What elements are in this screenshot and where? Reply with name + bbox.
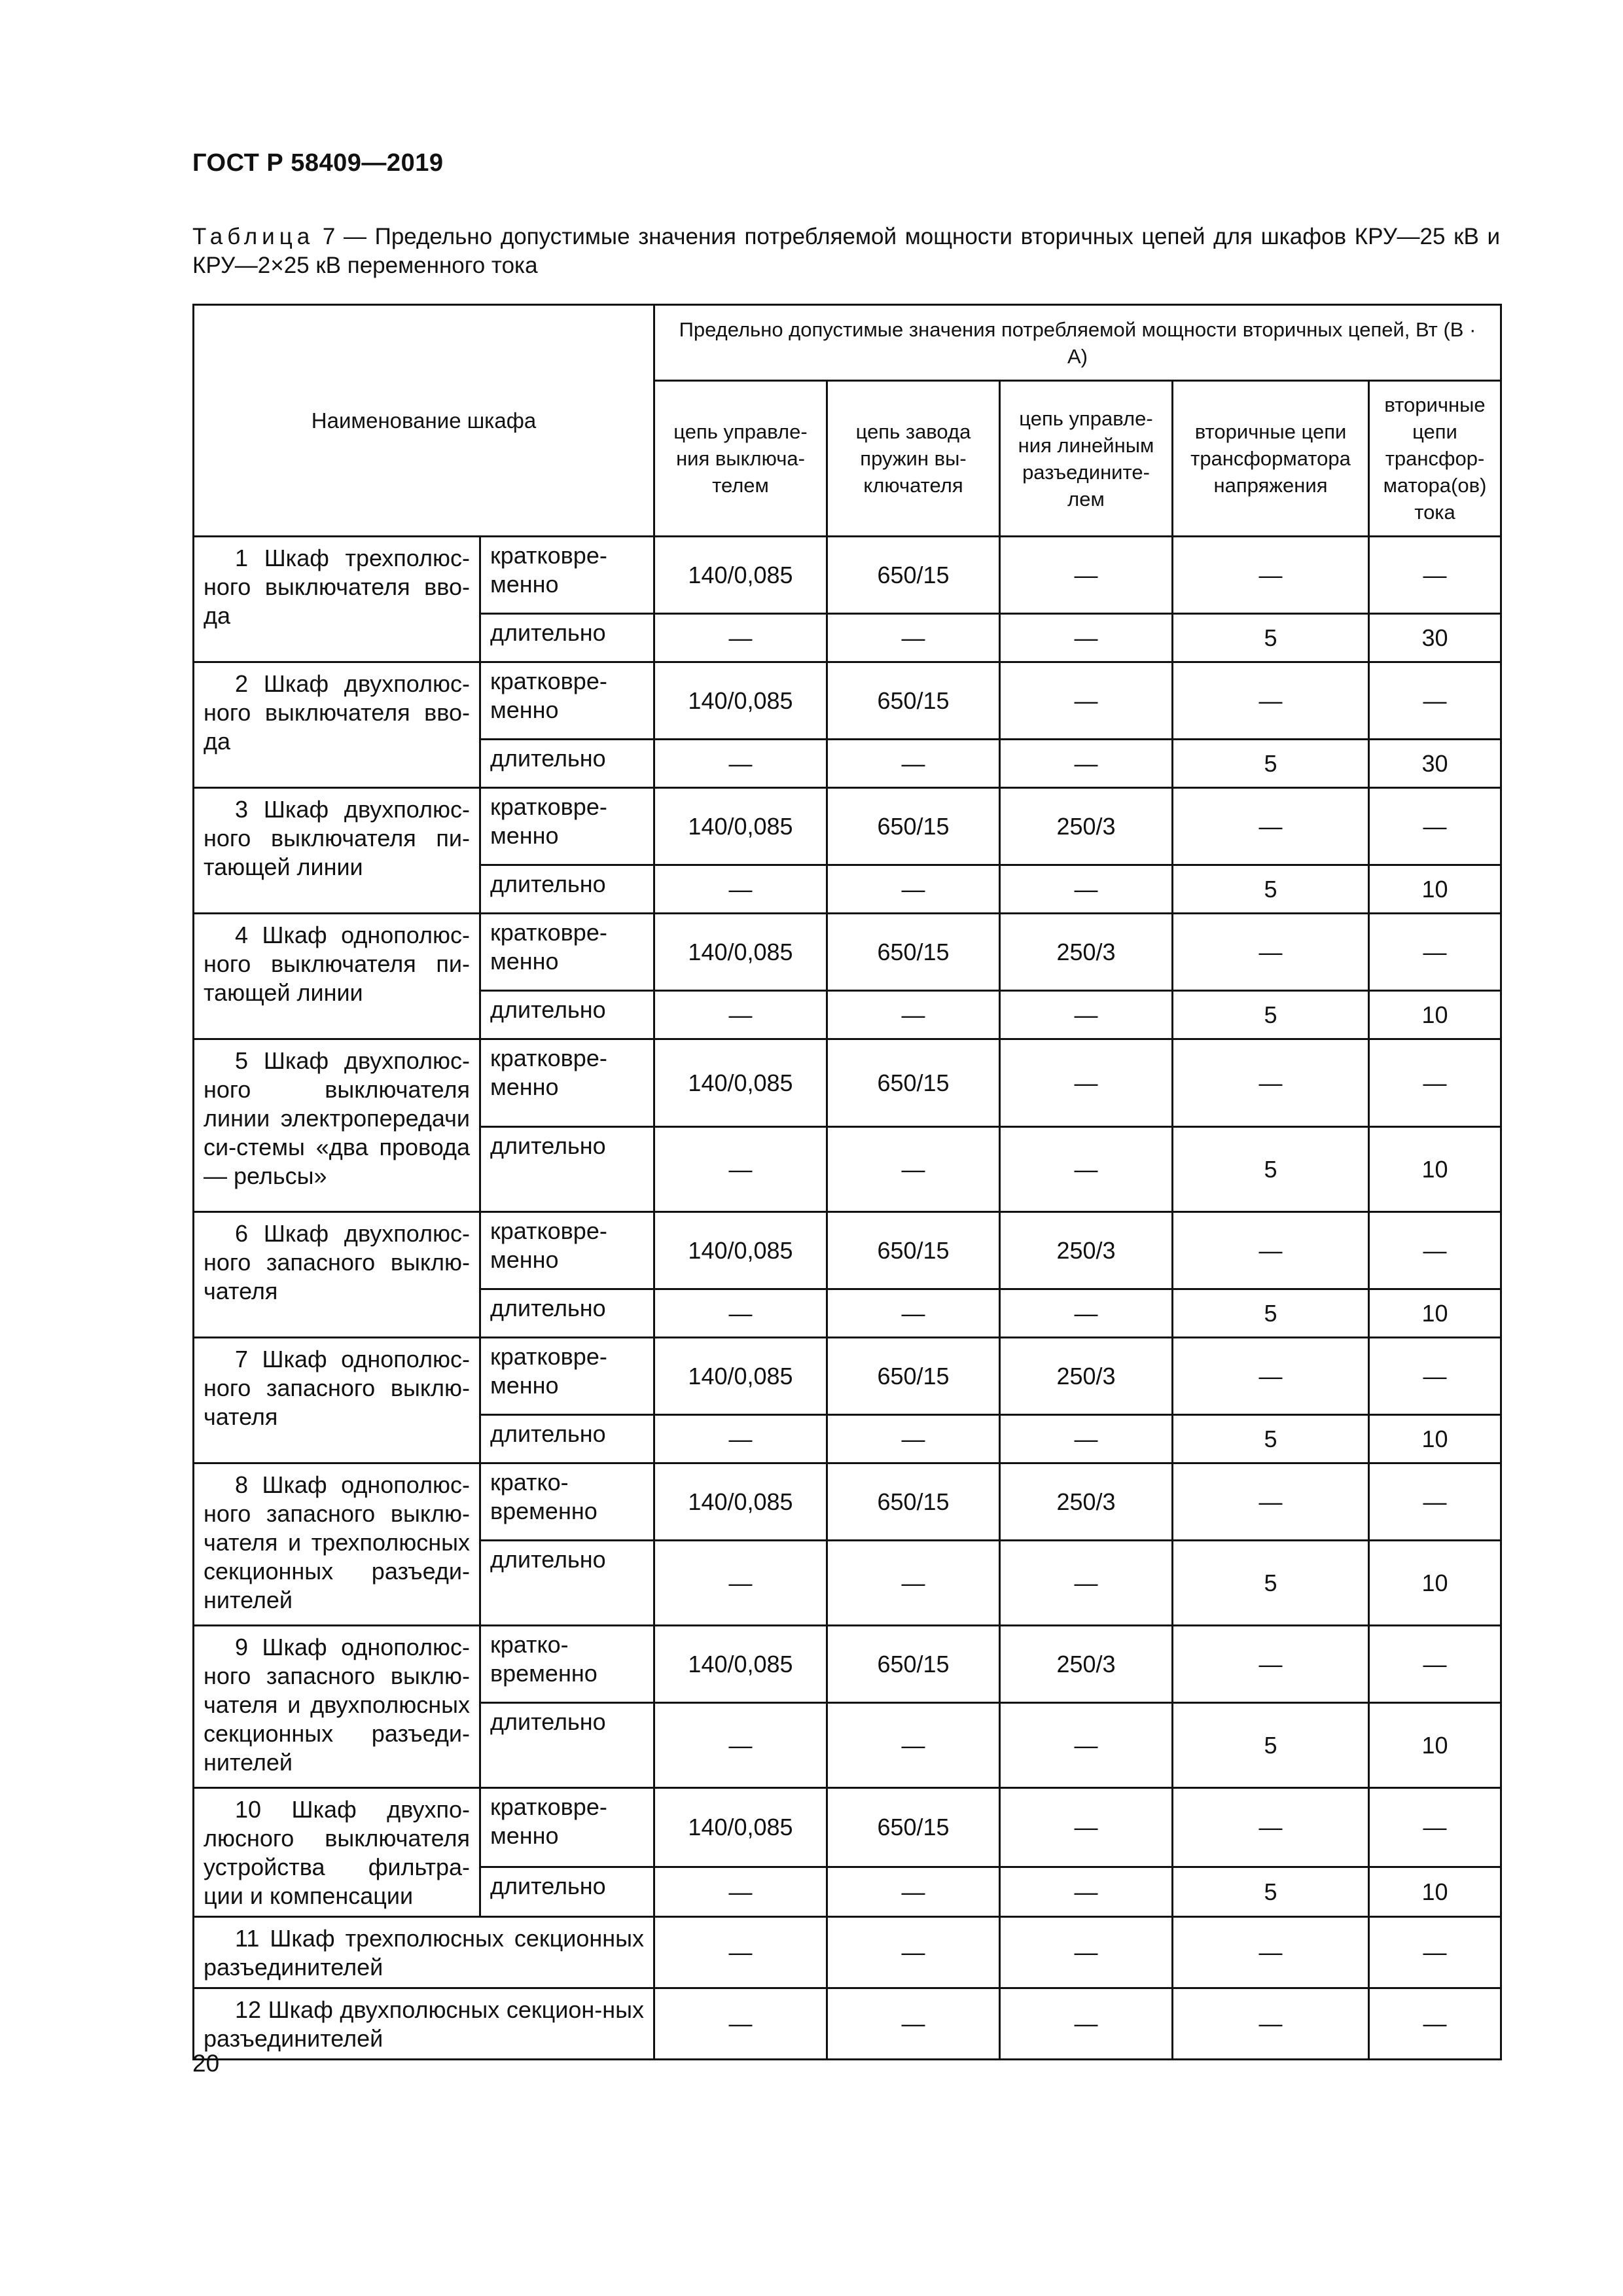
value-line-disconnector: 250/3 xyxy=(1000,788,1173,865)
table-caption-label: Таблица xyxy=(192,224,315,249)
operating-mode-long-term: длительно xyxy=(480,865,654,914)
value-line-disconnector: — xyxy=(1000,1127,1173,1212)
value-voltage-transformer: — xyxy=(1173,1039,1369,1127)
operating-mode-short-term: кратко-временно xyxy=(480,1626,654,1703)
cabinet-row-short-term xyxy=(194,1463,1501,1541)
cabinet-row-single xyxy=(194,1917,1501,1988)
operating-mode-short-term: кратковре-менно xyxy=(480,1039,654,1127)
cabinet-name xyxy=(194,1212,480,1338)
value-spring-charging: — xyxy=(827,1541,1000,1626)
cabinet-name xyxy=(194,1626,480,1788)
value-breaker-control: 140/0,085 xyxy=(654,1212,827,1289)
cabinet-name xyxy=(194,537,480,662)
value-current-transformer: — xyxy=(1369,662,1501,740)
operating-mode-short-term: кратковре-менно xyxy=(480,1212,654,1289)
cabinet-name-text: 12 Шкаф двухполюсных секцион-ных разъединителей xyxy=(204,1996,644,2052)
operating-mode-long-term: длительно xyxy=(480,1541,654,1626)
cabinet-name xyxy=(194,914,480,1039)
operating-mode-short-term: кратковре-менно xyxy=(480,1788,654,1867)
operating-mode-short-term: кратковре-менно xyxy=(480,1338,654,1415)
value-breaker-control: 140/0,085 xyxy=(654,1626,827,1703)
cabinet-name xyxy=(194,1988,654,2060)
value-current-transformer: — xyxy=(1369,1988,1501,2060)
document-standard-header: ГОСТ Р 58409—2019 xyxy=(192,149,444,177)
header-spring-charging-circuit: цепь завода пружин вы-ключателя xyxy=(827,381,1000,537)
cabinet-name-text: 9 Шкаф однополюс-ного запасного выклю-чателя и двухполюсных секционных разъеди-нителей xyxy=(204,1634,470,1776)
header-cabinet-name: Наименование шкафа xyxy=(194,305,654,537)
value-current-transformer: — xyxy=(1369,537,1501,614)
value-spring-charging: — xyxy=(827,1917,1000,1988)
cabinet-name-text: 7 Шкаф однополюс-ного запасного выклю-чателя xyxy=(204,1346,470,1430)
cabinet-name-text: 3 Шкаф двухполюс-ного выключателя пи-тающей линии xyxy=(204,796,470,880)
value-current-transformer: 10 xyxy=(1369,1541,1501,1626)
value-voltage-transformer: 5 xyxy=(1173,991,1369,1039)
value-breaker-control: — xyxy=(654,1703,827,1788)
value-line-disconnector: 250/3 xyxy=(1000,1626,1173,1703)
value-line-disconnector: — xyxy=(1000,1917,1173,1988)
header-voltage-transformer-circuits: вторичные цепи трансформатора напряжения xyxy=(1173,381,1369,537)
value-voltage-transformer: — xyxy=(1173,1212,1369,1289)
value-voltage-transformer: 5 xyxy=(1173,1415,1369,1463)
value-line-disconnector: 250/3 xyxy=(1000,1463,1173,1541)
cabinet-row-single xyxy=(194,1988,1501,2060)
cabinet-name xyxy=(194,1917,654,1988)
operating-mode-short-term: кратковре-менно xyxy=(480,914,654,991)
value-line-disconnector: 250/3 xyxy=(1000,1212,1173,1289)
value-breaker-control: — xyxy=(654,1127,827,1212)
value-line-disconnector: — xyxy=(1000,865,1173,914)
operating-mode-short-term: кратковре-менно xyxy=(480,788,654,865)
value-line-disconnector: — xyxy=(1000,1988,1173,2060)
value-spring-charging: 650/15 xyxy=(827,1626,1000,1703)
value-breaker-control: — xyxy=(654,614,827,662)
value-line-disconnector: — xyxy=(1000,1415,1173,1463)
cabinet-name xyxy=(194,1039,480,1212)
value-spring-charging: — xyxy=(827,991,1000,1039)
value-breaker-control: 140/0,085 xyxy=(654,1039,827,1127)
operating-mode-long-term: длительно xyxy=(480,1415,654,1463)
cabinet-name-text: 5 Шкаф двухполюс-ного выключателя линии электропередачи си-стемы «два провода — рельсы» xyxy=(204,1047,470,1189)
cabinet-name xyxy=(194,1788,480,1917)
value-breaker-control: 140/0,085 xyxy=(654,537,827,614)
table-header-row-1 xyxy=(194,305,1501,381)
value-voltage-transformer: — xyxy=(1173,1626,1369,1703)
cabinet-row-short-term xyxy=(194,1039,1501,1127)
value-spring-charging: 650/15 xyxy=(827,1338,1000,1415)
operating-mode-long-term: длительно xyxy=(480,1867,654,1917)
value-spring-charging: — xyxy=(827,1703,1000,1788)
cabinet-row-short-term xyxy=(194,1338,1501,1415)
operating-mode-short-term: кратковре-менно xyxy=(480,662,654,740)
value-current-transformer: — xyxy=(1369,1212,1501,1289)
cabinet-name xyxy=(194,662,480,788)
operating-mode-long-term: длительно xyxy=(480,614,654,662)
value-current-transformer: 10 xyxy=(1369,1867,1501,1917)
value-breaker-control: — xyxy=(654,740,827,788)
cabinet-name-text: 1 Шкаф трехполюс-ного выключателя вво-да xyxy=(204,545,470,629)
value-breaker-control: — xyxy=(654,1988,827,2060)
cabinet-row-short-term xyxy=(194,537,1501,614)
value-line-disconnector: — xyxy=(1000,662,1173,740)
cabinet-name xyxy=(194,1338,480,1463)
operating-mode-short-term: кратко-временно xyxy=(480,1463,654,1541)
value-current-transformer: 10 xyxy=(1369,1703,1501,1788)
value-spring-charging: 650/15 xyxy=(827,1463,1000,1541)
header-breaker-control-circuit: цепь управле-ния выключа-телем xyxy=(654,381,827,537)
value-current-transformer: — xyxy=(1369,1626,1501,1703)
cabinet-name xyxy=(194,788,480,914)
value-spring-charging: — xyxy=(827,1867,1000,1917)
value-breaker-control: — xyxy=(654,991,827,1039)
header-current-transformer-circuits: вторичные цепи трансфор-матора(ов) тока xyxy=(1369,381,1501,537)
value-spring-charging: 650/15 xyxy=(827,1039,1000,1127)
value-breaker-control: 140/0,085 xyxy=(654,788,827,865)
table-caption-text: 7 — Предельно допустимые значения потребляемой мощности вторичных цепей для шкафов КРУ—25 кВ и КРУ—2×25 кВ переменного тока xyxy=(192,224,1500,278)
value-spring-charging: 650/15 xyxy=(827,537,1000,614)
header-group-power-limits: Предельно допустимые значения потребляемой мощности вторичных цепей, Вт (В · А) xyxy=(654,305,1501,381)
value-spring-charging: 650/15 xyxy=(827,914,1000,991)
value-breaker-control: 140/0,085 xyxy=(654,662,827,740)
value-line-disconnector: — xyxy=(1000,991,1173,1039)
value-voltage-transformer: 5 xyxy=(1173,740,1369,788)
value-breaker-control: 140/0,085 xyxy=(654,1463,827,1541)
cabinet-row-short-term xyxy=(194,914,1501,991)
value-voltage-transformer: — xyxy=(1173,662,1369,740)
value-line-disconnector: — xyxy=(1000,1703,1173,1788)
value-current-transformer: — xyxy=(1369,1338,1501,1415)
value-spring-charging: — xyxy=(827,614,1000,662)
value-voltage-transformer: 5 xyxy=(1173,1541,1369,1626)
value-current-transformer: 30 xyxy=(1369,740,1501,788)
value-breaker-control: 140/0,085 xyxy=(654,1788,827,1867)
value-line-disconnector: 250/3 xyxy=(1000,1338,1173,1415)
value-spring-charging: — xyxy=(827,1127,1000,1212)
value-current-transformer: 10 xyxy=(1369,865,1501,914)
cabinet-row-short-term xyxy=(194,1626,1501,1703)
operating-mode-long-term: длительно xyxy=(480,1127,654,1212)
value-line-disconnector: — xyxy=(1000,740,1173,788)
value-current-transformer: — xyxy=(1369,1788,1501,1867)
value-voltage-transformer: — xyxy=(1173,788,1369,865)
cabinet-row-short-term xyxy=(194,1788,1501,1867)
value-line-disconnector: — xyxy=(1000,1289,1173,1338)
operating-mode-long-term: длительно xyxy=(480,991,654,1039)
page-number: 20 xyxy=(192,2050,220,2077)
value-spring-charging: 650/15 xyxy=(827,662,1000,740)
value-current-transformer: 10 xyxy=(1369,1289,1501,1338)
value-voltage-transformer: — xyxy=(1173,914,1369,991)
value-line-disconnector: 250/3 xyxy=(1000,914,1173,991)
header-line-disconnector-circuit: цепь управле-ния линейным разъедините-лем xyxy=(1000,381,1173,537)
value-line-disconnector: — xyxy=(1000,1867,1173,1917)
table-caption xyxy=(192,223,1500,280)
value-breaker-control: — xyxy=(654,1415,827,1463)
value-breaker-control: — xyxy=(654,1541,827,1626)
cabinet-name xyxy=(194,1463,480,1626)
value-current-transformer: 10 xyxy=(1369,1127,1501,1212)
value-breaker-control: 140/0,085 xyxy=(654,1338,827,1415)
cabinet-name-text: 2 Шкаф двухполюс-ного выключателя вво-да xyxy=(204,670,470,755)
value-voltage-transformer: 5 xyxy=(1173,865,1369,914)
value-spring-charging: — xyxy=(827,1289,1000,1338)
value-current-transformer: — xyxy=(1369,1463,1501,1541)
operating-mode-long-term: длительно xyxy=(480,740,654,788)
cabinet-row-short-term xyxy=(194,788,1501,865)
operating-mode-long-term: длительно xyxy=(480,1289,654,1338)
value-voltage-transformer: 5 xyxy=(1173,614,1369,662)
cabinet-name-text: 4 Шкаф однополюс-ного выключателя пи-тающей линии xyxy=(204,922,470,1006)
value-breaker-control: — xyxy=(654,1289,827,1338)
value-spring-charging: — xyxy=(827,1415,1000,1463)
value-voltage-transformer: 5 xyxy=(1173,1867,1369,1917)
cabinet-name-text: 10 Шкаф двухпо-люсного выключателя устройства фильтра-ции и компенсации xyxy=(204,1796,470,1909)
value-line-disconnector: — xyxy=(1000,1541,1173,1626)
value-spring-charging: 650/15 xyxy=(827,1788,1000,1867)
power-limits-table xyxy=(192,304,1502,2060)
value-voltage-transformer: — xyxy=(1173,1788,1369,1867)
value-voltage-transformer: — xyxy=(1173,1463,1369,1541)
value-spring-charging: — xyxy=(827,1988,1000,2060)
value-voltage-transformer: 5 xyxy=(1173,1289,1369,1338)
value-breaker-control: — xyxy=(654,1867,827,1917)
cabinet-row-short-term xyxy=(194,662,1501,740)
cabinet-name-text: 6 Шкаф двухполюс-ного запасного выклю-чателя xyxy=(204,1220,470,1304)
value-current-transformer: — xyxy=(1369,914,1501,991)
value-spring-charging: — xyxy=(827,740,1000,788)
value-spring-charging: 650/15 xyxy=(827,1212,1000,1289)
operating-mode-short-term: кратковре-менно xyxy=(480,537,654,614)
value-voltage-transformer: 5 xyxy=(1173,1703,1369,1788)
value-line-disconnector: — xyxy=(1000,1788,1173,1867)
value-voltage-transformer: — xyxy=(1173,537,1369,614)
value-current-transformer: 30 xyxy=(1369,614,1501,662)
value-voltage-transformer: — xyxy=(1173,1917,1369,1988)
value-current-transformer: 10 xyxy=(1369,1415,1501,1463)
value-voltage-transformer: — xyxy=(1173,1338,1369,1415)
value-voltage-transformer: 5 xyxy=(1173,1127,1369,1212)
value-line-disconnector: — xyxy=(1000,614,1173,662)
value-line-disconnector: — xyxy=(1000,537,1173,614)
value-breaker-control: 140/0,085 xyxy=(654,914,827,991)
cabinet-name-text: 8 Шкаф однополюс-ного запасного выклю-чателя и трехполюсных секционных разъеди-нителей xyxy=(204,1471,470,1613)
value-current-transformer: — xyxy=(1369,1917,1501,1988)
value-voltage-transformer: — xyxy=(1173,1988,1369,2060)
value-current-transformer: — xyxy=(1369,788,1501,865)
value-line-disconnector: — xyxy=(1000,1039,1173,1127)
value-spring-charging: — xyxy=(827,865,1000,914)
value-breaker-control: — xyxy=(654,1917,827,1988)
operating-mode-long-term: длительно xyxy=(480,1703,654,1788)
value-spring-charging: 650/15 xyxy=(827,788,1000,865)
value-current-transformer: — xyxy=(1369,1039,1501,1127)
value-current-transformer: 10 xyxy=(1369,991,1501,1039)
value-breaker-control: — xyxy=(654,865,827,914)
cabinet-row-short-term xyxy=(194,1212,1501,1289)
cabinet-name-text: 11 Шкаф трехполюсных секционных разъединителей xyxy=(204,1925,644,1981)
